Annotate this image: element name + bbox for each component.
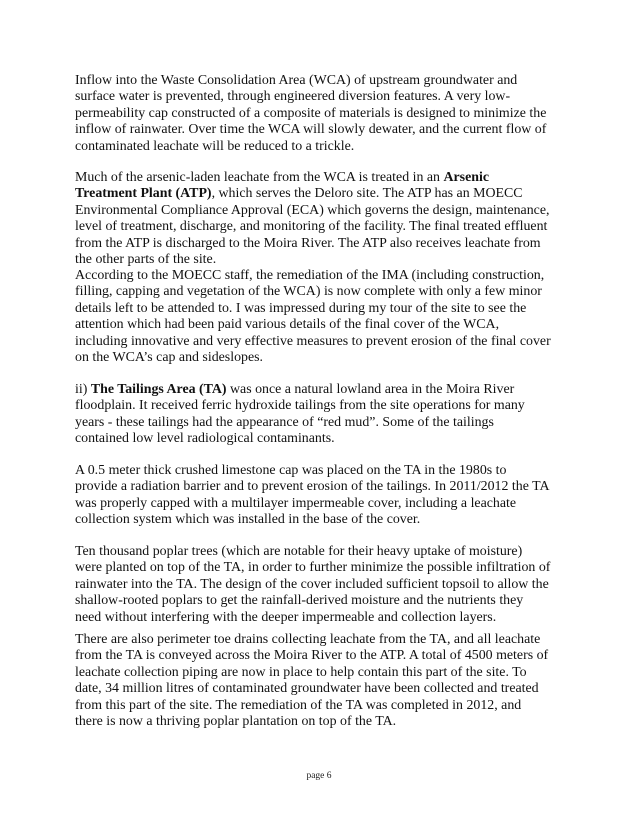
text-line (75, 301, 553, 317)
text-line (75, 431, 553, 447)
text-run: Inflow into the Waste Consolidation Area (WCA) of upstream groundwater and (75, 73, 518, 88)
text-line (75, 219, 553, 235)
text-run: provide a radiation barrier and to prevent erosion of the tailings. In 2011/2012 the TA (75, 479, 550, 495)
text-run: date, 34 million litres of contaminated groundwater have been collected and treated (75, 681, 539, 697)
text-line (75, 544, 553, 560)
text-run: contaminated leachate will be reduced to a trickle. (75, 138, 355, 154)
text-line (75, 665, 553, 681)
text-line (75, 415, 553, 431)
text-line (75, 139, 553, 155)
text-line (75, 186, 553, 202)
text-run: floodplain. It received ferric hydroxide tailings from the site operations for many (75, 398, 525, 414)
text-run: including innovative and very effective measures to prevent erosion of the final cover (75, 333, 551, 349)
paragraph-toe-drains (75, 632, 553, 730)
text-line (75, 398, 553, 414)
text-line (75, 496, 553, 512)
text-run: was properly capped with a multilayer impermeable cover, including a leachate (75, 495, 517, 511)
text-run: inflow of rainwater. Over time the WCA will slowly dewater, and the current flow of (75, 122, 547, 138)
text-line (75, 236, 553, 252)
text-run: A 0.5 meter thick crushed limestone cap was placed on the TA in the 1980s to (75, 463, 507, 478)
text-run: Ten thousand poplar trees (which are notable for their heavy uptake of moisture) (75, 544, 523, 559)
text-run: permeability cap constructed of a composite of materials is designed to minimize the (75, 105, 547, 121)
text-line (75, 560, 553, 576)
text-run: level of treatment, discharge, and monitoring of the facility. The final treated effluent (75, 219, 548, 235)
text-run: details left to be attended to. I was impressed during my tour of the site to see the (75, 300, 527, 316)
text-run: were planted on top of the TA, in order to further minimize the possible infiltration of (75, 560, 551, 576)
text-line (75, 577, 553, 593)
paragraph-wca-inflow (75, 73, 553, 155)
text-line (75, 73, 553, 89)
text-run: years - these tailings had the appearance of “red mud”. Some of the tailings (75, 414, 494, 430)
text-line (75, 106, 553, 122)
paragraph-ima-remediation (75, 268, 553, 366)
text-line (75, 284, 553, 300)
text-line (75, 317, 553, 333)
text-run: There are also perimeter toe drains collecting leachate from the TA, and all leachate (75, 632, 541, 647)
text-run: contained low level radiological contaminants. (75, 431, 335, 447)
text-line (75, 610, 553, 626)
text-run: on the WCA’s cap and sideslopes. (75, 350, 264, 366)
text-run: According to the MOECC staff, the remediation of the IMA (including construction, (75, 268, 545, 283)
text-run: from this part of the site. The remediation of the TA was completed in 2012, and (75, 697, 522, 713)
text-line (75, 632, 553, 648)
text-line (75, 89, 553, 105)
text-line (75, 512, 553, 528)
paragraph-poplar-trees (75, 544, 553, 626)
page-number: page 6 (306, 771, 332, 781)
paragraph-tailings-area (75, 382, 553, 448)
text-line (75, 593, 553, 609)
text-line (75, 334, 553, 350)
text-line (75, 170, 553, 186)
text-line (75, 382, 553, 398)
text-run: ii) (75, 382, 91, 397)
text-line (75, 463, 553, 479)
text-line (75, 681, 553, 697)
text-line (75, 479, 553, 495)
paragraph-limestone-cap (75, 463, 553, 529)
text-run: from the ATP is discharged to the Moira River. The ATP also receives leachate from (75, 235, 541, 251)
text-run: shallow-rooted poplars to get the rainfall-derived moisture and the nutrients they (75, 593, 524, 609)
text-line (75, 698, 553, 714)
text-run: collection system which was installed in the base of the cover. (75, 512, 421, 528)
text-run: surface water is prevented, through engineered diversion features. A very low- (75, 89, 511, 105)
text-run: Environmental Compliance Approval (ECA) which governs the design, maintenance, (75, 202, 550, 218)
bold-text: The Tailings Area (TA) (90, 382, 227, 397)
text-run: Much of the arsenic-laden leachate from the WCA is treated in an (75, 170, 444, 185)
text-run: there is now a thriving poplar plantation on top of the TA. (75, 714, 397, 730)
bold-text: Arsenic (443, 170, 490, 185)
text-run: need without interfering with the deeper impermeable and collection layers. (75, 609, 497, 625)
text-line (75, 252, 553, 268)
text-run: leachate collection piping are now in place to help contain this part of the site. To (75, 664, 527, 680)
text-run: filling, capping and vegetation of the WCA) is now complete with only a few minor (75, 284, 542, 300)
bold-text: Treatment Plant (ATP) (75, 186, 212, 202)
text-line (75, 268, 553, 284)
text-run: was once a natural lowland area in the Moira River (226, 382, 515, 397)
paragraph-arsenic-treatment-plant (75, 170, 553, 268)
text-line (75, 203, 553, 219)
text-line (75, 350, 553, 366)
text-line (75, 122, 553, 138)
text-line (75, 648, 553, 664)
text-run: attention which had been paid various details of the final cover of the WCA, (75, 317, 500, 333)
text-run: the other parts of the site. (75, 252, 217, 268)
text-run: rainwater into the TA. The design of the cover included sufficient topsoil to allow the (75, 576, 549, 592)
text-run: , which serves the Deloro site. The ATP has an MOECC (211, 186, 523, 202)
text-run: from the TA is conveyed across the Moira River to the ATP. A total of 4500 meters of (75, 648, 549, 664)
text-line (75, 714, 553, 730)
